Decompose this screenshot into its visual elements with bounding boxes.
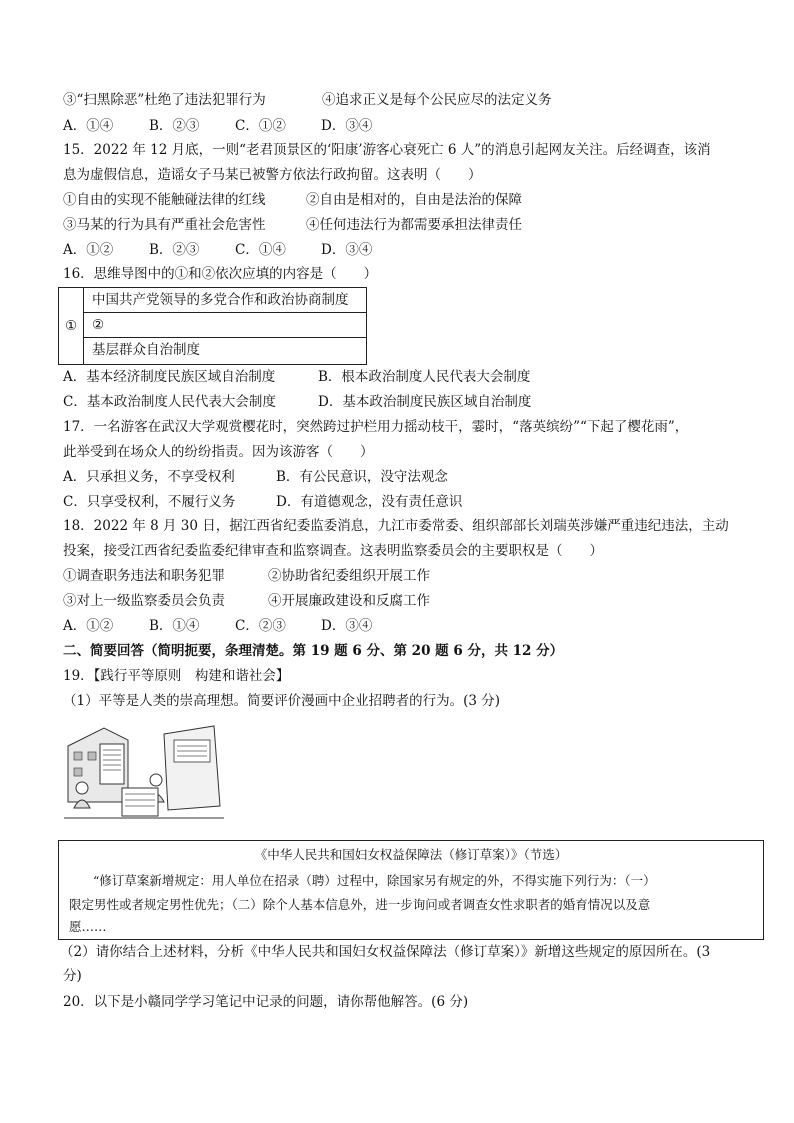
mind-map-row-3: 基层群众自治制度 [92,342,200,358]
q17-option-b: B．有公民意识，没守法观念 [276,469,448,485]
q15-statement-4: ④任何违法行为都需要承担法律责任 [306,217,522,233]
mind-map-table [58,287,367,365]
q20-stem: 20．以下是小赣同学学习笔记中记录的问题，请你帮他解答。(6 分) [63,994,469,1010]
mind-map-row-1: 中国共产党领导的多党合作和政治协商制度 [84,288,366,313]
q18-option-a: A．①② [63,618,114,634]
q18-statement-3: ③对上一级监察委员会负责 [63,593,225,609]
q16-option-a: A．基本经济制度民族区域自治制度 [63,369,276,385]
q15-statement-2: ②自由是相对的，自由是法治的保障 [306,192,522,208]
q18-stem-line2: 投案，接受江西省纪委监委纪律审查和监察调查。这表明监察委员会的主要职权是（ ） [63,543,603,559]
q15-statement-1: ①自由的实现不能触碰法律的红线 [63,192,266,208]
q18-statement-1: ①调查职务违法和职务犯罪 [63,568,225,584]
q15-statement-3: ③马某的行为具有严重社会危害性 [63,217,266,233]
law-excerpt-title: 《中华人民共和国妇女权益保障法（修订草案）》（节选） [254,847,568,862]
q18-statement-4: ④开展廉政建设和反腐工作 [268,593,430,609]
q14-option-a: A．①④ [63,118,114,134]
q16-option-d: D．基本政治制度民族区域自治制度 [318,394,532,410]
q19-part-1: （1）平等是人类的崇高理想。简要评价漫画中企业招聘者的行为。(3 分) [63,693,501,709]
q15-option-b: B．②③ [149,242,200,258]
law-excerpt-box [58,840,764,940]
q18-option-d: D．③④ [321,618,373,634]
q17-stem-line2: 此举受到在场众人的纷纷指责。因为该游客（ ） [63,444,374,460]
section-2-heading: 二、简要回答（简明扼要，条理清楚。第 19 题 6 分、第 20 题 6 分，共 12 分） [63,643,564,659]
mind-map-label: ① [59,288,84,364]
q19-title: 19．【践行平等原则 构建和谐社会】 [63,668,290,684]
q14-statement-3: ③“扫黑除恶”杜绝了违法犯罪行为 [63,92,266,108]
q16-option-b: B．根本政治制度人民代表大会制度 [318,369,531,385]
q18-stem-line1: 18．2022 年 8 月 30 日，据江西省纪委监委消息，九江市委常委、组织部部长刘瑞英涉嫌严重违纪违法，主动 [63,518,729,534]
q17-stem-line1: 17．一名游客在武汉大学观赏樱花时，突然跨过护栏用力摇动枝干，霎时，“落英缤纷”“下起了樱花雨”， [63,419,689,435]
q18-option-b: B．①④ [149,618,200,634]
q17-option-d: D．有道德观念，没有责任意识 [276,494,463,510]
q15-stem-line1: 15．2022 年 12 月底，一则“老君顶景区的‘阳康’游客心衰死亡 6 人”的消息引起网友关注。后经调查，该消 [63,142,711,158]
q15-option-d: D．③④ [321,242,373,258]
q15-option-c: C．①④ [235,242,286,258]
q15-option-a: A．①② [63,242,114,258]
q15-stem-line2: 息为虚假信息，造谣女子马某已被警方依法行政拘留。这表明（ ） [63,167,482,183]
q16-stem: 16．思维导图中的①和②依次应填的内容是（ ） [63,266,378,282]
q17-option-c: C．只享受权利，不履行义务 [63,494,236,510]
law-excerpt-line-1: “修订草案新增规定：用人单位在招录（聘）过程中，除国家另有规定的外，不得实施下列行为：（一） [93,873,656,888]
law-excerpt-line-2: 限定男性或者规定男性优先；（二）除个人基本信息外，进一步询问或者调查女性求职者的婚育情况以及意 [69,897,651,912]
mind-map-row-2: ② [84,313,366,338]
q17-option-a: A．只承担义务，不享受权利 [63,469,235,485]
q14-statement-4: ④追求正义是每个公民应尽的法定义务 [322,92,552,108]
q14-option-d: D．③④ [321,118,373,134]
q18-option-c: C．②③ [235,618,286,634]
q16-option-c: C．基本政治制度人民代表大会制度 [63,394,276,410]
recruitment-cartoon-image [64,722,224,826]
q18-statement-2: ②协助省纪委组织开展工作 [268,568,430,584]
law-excerpt-line-3: 愿…… [69,919,107,934]
q19-part-2-line2: 分) [63,968,82,984]
q14-option-c: C．①② [235,118,286,134]
q14-option-b: B．②③ [149,118,200,134]
q19-part-2-line1: （2）请你结合上述材料，分析《中华人民共和国妇女权益保障法（修订草案）》新增这些规定的原因所在。(3 [60,944,711,960]
